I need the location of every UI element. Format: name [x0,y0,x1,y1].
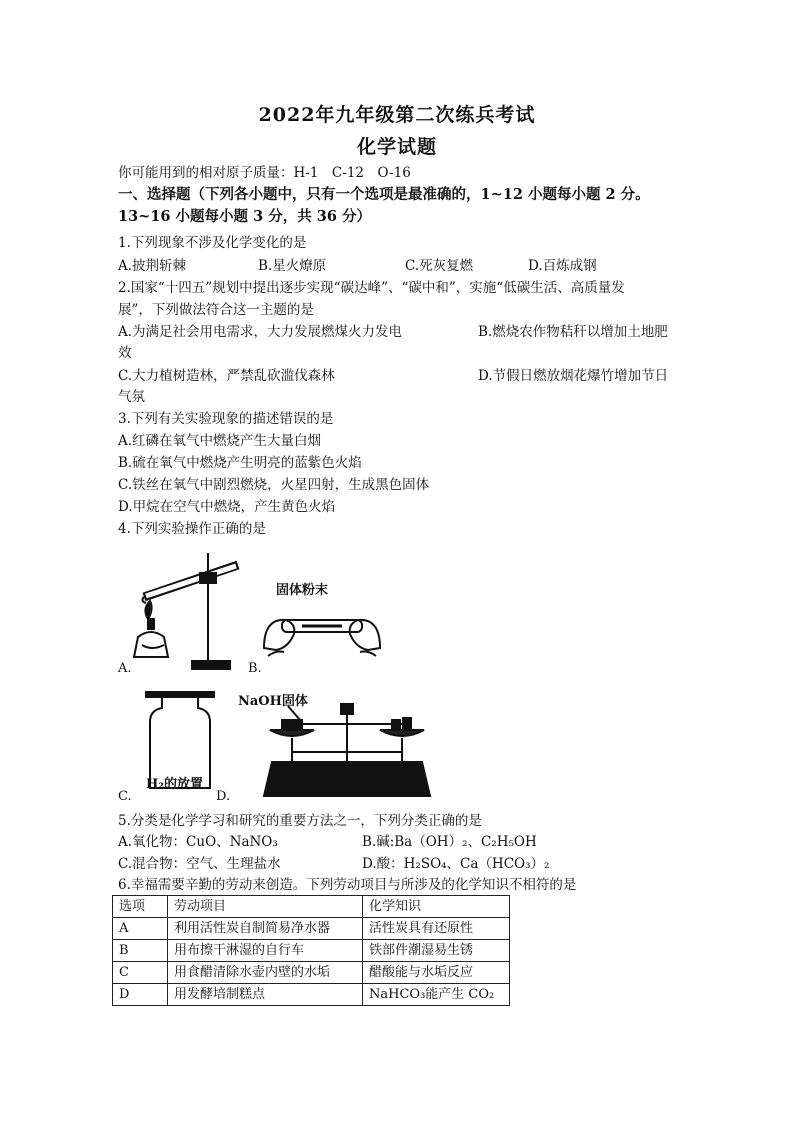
table-cell: B [113,940,168,962]
q5-stem: 5.分类是化学学习和研究的重要方法之一，下列分类正确的是 [118,813,482,829]
table-cell: D [113,984,168,1006]
figure-d-balance [252,700,442,800]
q1-option-a: A.披荆斩棘 [118,258,187,274]
q3-option-a: A.红磷在氧气中燃烧产生大量白烟 [118,433,322,449]
table-row [113,984,510,1006]
q2-option-b-cont: 效 [118,345,132,361]
table-header-row [113,896,510,918]
table-cell: 用食醋清除水壶内壁的水垢 [168,962,363,984]
exam-subtitle: 化学试题 [356,136,437,158]
q6-table [112,895,510,1006]
table-header-cell: 选项 [113,896,168,918]
q2-option-c: C.大力植树造林，严禁乱砍滥伐森林 [118,368,335,384]
q5-option-a: A.氧化物：CuO、NaNO₃ [118,834,278,850]
section1-heading-line1: 一、选择题（下列各小题中，只有一个选项是最准确的，1~12 小题每小题 2 分。 [118,186,650,203]
q5-option-c: C.混合物：空气、生理盐水 [118,856,281,872]
figure-d-label: NaOH固体 [238,694,308,709]
q2-stem-line2: 展”，下列做法符合这一主题的是 [118,302,314,318]
table-cell: 利用活性炭自制简易净水器 [168,918,363,940]
q1-stem: 1.下列现象不涉及化学变化的是 [118,235,307,251]
q5-option-d: D.酸：H₂SO₄、Ca（HCO₃）₂ [362,856,550,872]
figure-a-heating-apparatus [130,545,250,675]
table-cell: C [113,962,168,984]
table-cell: A [113,918,168,940]
q3-stem: 3.下列有关实验现象的描述错误的是 [118,411,334,427]
q1-option-b: B.星火燎原 [258,258,327,274]
q4-label-d: D. [216,789,231,804]
q4-label-b: B. [248,661,262,676]
q5-option-b: B.碱:Ba（OH）₂、C₂H₅OH [362,834,537,850]
table-cell: 用发酵培制糕点 [168,984,363,1006]
q4-stem: 4.下列实验操作正确的是 [118,521,266,537]
table-row [113,940,510,962]
table-header-cell: 化学知识 [363,896,510,918]
q3-option-b: B.硫在氧气中燃烧产生明亮的蓝紫色火焰 [118,455,362,471]
atomic-mass-note: 你可能用到的相对原子质量：H-1 C-12 O-16 [118,165,411,181]
table-cell: NaHCO₃能产生 CO₂ [363,984,510,1006]
q2-option-d: D.节假日燃放烟花爆竹增加节日 [478,368,669,384]
table-cell: 醋酸能与水垢反应 [363,962,510,984]
q2-stem-line1: 2.国家“十四五”规划中提出逐步实现“碳达峰”、“碳中和”，实施“低碳生活、高质量发 [118,280,625,296]
table-header-cell: 劳动项目 [168,896,363,918]
q1-option-d: D.百炼成钢 [528,258,597,274]
table-cell: 活性炭具有还原性 [363,918,510,940]
exam-title: 2022年九年级第二次练兵考试 [258,104,536,126]
q2-option-a: A.为满足社会用电需求，大力发展燃煤火力发电 [118,324,403,340]
figure-b-label: 固体粉末 [276,583,329,598]
q2-option-d-cont: 气氛 [118,389,145,405]
q2-option-b: B.燃烧农作物秸秆以增加土地肥 [478,324,668,340]
q3-option-d: D.甲烷在空气中燃烧，产生黄色火焰 [118,499,336,515]
table-cell: 铁部件潮湿易生锈 [363,940,510,962]
q3-option-c: C.铁丝在氧气中剧烈燃烧，火星四射，生成黑色固体 [118,477,430,493]
q4-label-a: A. [118,661,132,676]
figure-c-label: H₂的放置 [146,777,203,792]
section1-heading-line2: 13~16 小题每小题 3 分，共 36 分） [118,208,372,225]
table-cell: 用布擦干淋湿的自行车 [168,940,363,962]
q1-option-c: C.死灰复燃 [405,258,474,274]
table-row [113,962,510,984]
q4-label-c: C. [118,789,132,804]
table-row [113,918,510,940]
q6-stem: 6.幸福需要辛勤的劳动来创造。下列劳动项目与所涉及的化学知识不相符的是 [118,877,577,893]
